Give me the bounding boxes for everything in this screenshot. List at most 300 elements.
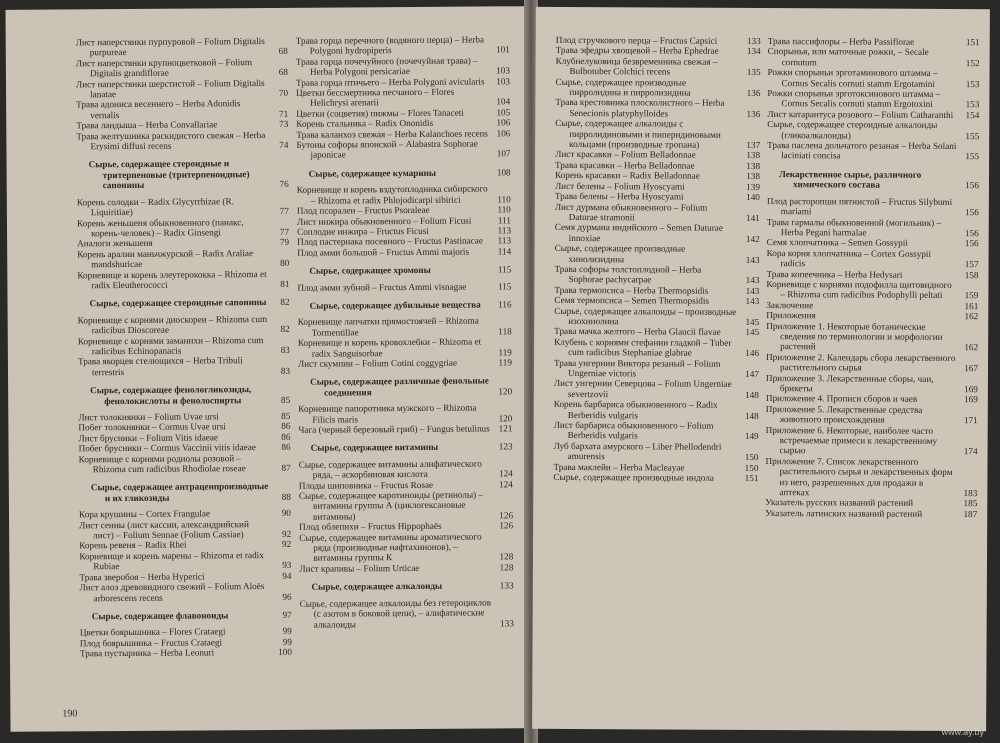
- toc-entry: [765, 508, 977, 520]
- toc-entry: [296, 86, 510, 108]
- entry-page-number: 126: [499, 510, 514, 521]
- entry-title: Трава каланхоэ свежая – Herba Kalanchoes recens: [296, 128, 488, 140]
- entry-page-number: 136: [746, 87, 761, 99]
- entry-page-number: 97: [282, 609, 292, 620]
- entry-page-number: 138: [746, 160, 761, 171]
- toc-entry: [555, 243, 760, 265]
- entry-title: Соплодие инжира – Fructus Ficusi: [297, 225, 429, 237]
- entry-page-number: 171: [963, 415, 978, 426]
- entry-page-number: 153: [965, 78, 980, 89]
- entry-title: Лекарственное сырье, различного химического состава: [778, 168, 922, 190]
- entry-title: Сырье, содержащее кумарины: [308, 167, 437, 179]
- entry-title: Сырье, содержащее алкалоиды с пирролидиновыми и пиперидиновыми кольцами (производные тропана): [555, 118, 721, 150]
- entry-title: Трава копеечника – Herba Hedysari: [766, 268, 903, 280]
- entry-page-number: 110: [497, 193, 511, 205]
- entry-title: Семя дурмана индийского – Semen Daturae innoxiae: [554, 222, 723, 243]
- entry-title: Побег брусники – Cormus Vaccinii vitis idaeae: [78, 442, 256, 454]
- entry-title: Семя термопсиса – Semen Thermopsidis: [554, 295, 710, 306]
- entry-page-number: 111: [497, 214, 511, 225]
- entry-page-number: 92: [281, 528, 292, 539]
- entry-title: Плод псоралеи – Fructus Psoraleae: [296, 204, 430, 216]
- entry-page-number: 148: [744, 410, 759, 421]
- entry-title: Клубнелуковица безвременника свежая – Bulbotuber Colchici recens: [555, 55, 718, 77]
- entry-title: Указатель латинских названий растений: [765, 507, 923, 519]
- entry-title: Корневище и корень марены – Rhizoma et radix Rubiae: [79, 549, 264, 572]
- entry-title: Корень солодки – Radix Glycyrrhizae (R. Liquiritiae): [76, 195, 234, 218]
- entry-title: Заключение: [766, 299, 814, 311]
- section-heading: [299, 442, 513, 454]
- entry-title: Сырье, содержащее флавоноиды: [91, 610, 229, 622]
- entry-title: Корневище и корень кровохлебки – Rhizoma et radix Sanguisorbae: [297, 336, 482, 359]
- entry-title: Корневище с корнями подофилла щитовидного – Rhizoma cum radicibus Podophylli peltati: [766, 278, 952, 301]
- toc-entry: [555, 118, 760, 150]
- entry-page-number: 185: [963, 498, 978, 509]
- left-column-1: [76, 36, 292, 659]
- entry-title: Рожки спорыньи эрготоксинового штамма – Cornus Secalis cornuti stamm Ergotoxini: [767, 88, 941, 110]
- entry-page-number: 123: [498, 441, 513, 452]
- entry-page-number: 99: [282, 626, 292, 637]
- entry-title: Корневище лапчатки прямостоячей – Rhizoma Tormentillae: [297, 315, 479, 338]
- entry-page-number: 73: [279, 119, 289, 130]
- entry-title: Корень барбариса обыкновенного – Radix Berberidis vulgaris: [553, 399, 718, 420]
- entry-title: Указатель русских названий растений: [765, 497, 914, 509]
- toc-entry: [79, 518, 291, 540]
- entry-page-number: 86: [281, 431, 291, 442]
- entry-title: Трава гармалы обыкновенной (могильник) – Herba Pegani harmalae: [766, 216, 942, 238]
- entry-title: Сырье, содержащее стероидные алкалоиды (гликоалкалоиды): [767, 119, 938, 141]
- entry-title: Плод облепихи – Fructus Hippophaës: [299, 521, 442, 533]
- entry-title: Лист инжира обыкновенного – Folium Ficusi: [296, 215, 472, 227]
- section-heading: [78, 384, 290, 406]
- entry-title: Трава унгернии Виктора резаный – Folium Ungerniae victoris: [554, 357, 721, 379]
- entry-title: Клубень с корнями стефании гладкой – Tuber cum radicibus Stephaniae glabrae: [554, 336, 732, 358]
- toc-entry: [766, 321, 978, 353]
- entry-page-number: 157: [964, 259, 979, 270]
- entry-title: Сырье, содержащее производные хинолизидина: [554, 243, 686, 264]
- right-column-2: [765, 36, 980, 519]
- entry-page-number: 77: [279, 226, 290, 237]
- entry-title: Сырье, содержащее различные фенольные соединения: [310, 375, 489, 398]
- entry-page-number: 169: [964, 394, 978, 405]
- toc-entry: [555, 201, 760, 223]
- entry-page-number: 143: [745, 275, 760, 286]
- entry-page-number: 147: [745, 368, 759, 379]
- entry-title: Трава якорцев стелющихся – Herba Tribuli terrestris: [77, 355, 243, 378]
- right-column-1: [553, 35, 760, 484]
- toc-entry: [79, 581, 291, 603]
- toc-entry: [555, 222, 760, 244]
- entry-title: Чага (черный березовый гриб) – Fungus betulinus: [298, 423, 490, 435]
- entry-page-number: 151: [744, 472, 759, 484]
- section-heading: [298, 299, 512, 311]
- entry-title: Трава горца почечуйного (почечуйная трава) – Herba Polygoni persicariae: [295, 55, 478, 77]
- entry-title: Корневище с корнями родиолы розовой – Rhizoma cum radicibus Rhodiolae roseae: [78, 452, 246, 475]
- entry-page-number: 120: [498, 386, 513, 397]
- entry-title: Побег толокнянки – Cormus Uvae ursi: [78, 421, 226, 433]
- entry-page-number: 90: [281, 508, 292, 519]
- page-number: 190: [62, 708, 78, 720]
- entry-title: Трава зверобоя – Herba Hyperici: [79, 571, 205, 583]
- entry-page-number: 110: [497, 204, 511, 215]
- entry-title: Лист дурмана обыкновенного – Folium Daturae stramonii: [554, 201, 708, 223]
- toc-entry: [765, 456, 977, 499]
- entry-page-number: 99: [282, 636, 292, 647]
- entry-title: Сырье, содержащее алкалоиды: [311, 581, 443, 592]
- toc-entry: [554, 399, 759, 421]
- entry-title: Цветки бессмертника песчаного – Flores Helichrysi arenarii: [296, 86, 455, 109]
- entry-page-number: 154: [965, 109, 980, 120]
- entry-page-number: 158: [964, 269, 979, 280]
- entry-page-number: 80: [280, 257, 290, 269]
- entry-title: Сырье, содержащее хромоны: [309, 264, 431, 276]
- toc-entry: [554, 337, 759, 359]
- entry-title: Плоды шиповника – Fructus Rosae: [298, 479, 434, 491]
- toc-entry: [554, 305, 759, 327]
- entry-page-number: 183: [963, 488, 978, 499]
- entry-page-number: 74: [279, 139, 289, 150]
- entry-title: Сырье, содержащее производные пирролидина и пирролизидина: [555, 76, 691, 98]
- entry-title: Трава желтушника раскидистого свежая – Herba Erysimi diffusi recens: [76, 129, 266, 152]
- entry-title: Цветки боярышника – Flores Crataegi: [79, 626, 226, 638]
- entry-title: Лист красавки – Folium Belladonnae: [555, 149, 696, 161]
- entry-page-number: 146: [745, 348, 760, 359]
- entry-title: Корень женьшеня обыкновенного (панакс, корень-человек) – Radix Ginsengi: [76, 216, 244, 239]
- entry-title: Сырье, содержащее каротиноиды (ретинолы) – витамины группы А (циклогексановые витамины): [298, 489, 484, 522]
- entry-title: Сырье, содержащее витамины: [310, 442, 439, 454]
- entry-page-number: 86: [281, 442, 291, 453]
- entry-page-number: 71: [278, 108, 289, 119]
- entry-page-number: 148: [745, 389, 759, 400]
- entry-title: Кора корня хлопчатника – Cortex Gossypii radicis: [766, 247, 932, 269]
- entry-title: Трава пустырника – Herba Leonuri: [79, 647, 215, 659]
- toc-entry: [553, 472, 758, 483]
- toc-entry: [80, 647, 292, 659]
- entry-page-number: 68: [278, 67, 288, 78]
- entry-page-number: 139: [746, 181, 760, 192]
- entry-title: Спорынья, или маточные рожки, – Secale cornutum: [767, 46, 929, 68]
- entry-page-number: 150: [744, 462, 759, 473]
- entry-title: Плод расторопши пятнистой – Fructus Silybumi mariami: [766, 195, 953, 217]
- toc-entry: [298, 357, 512, 369]
- entry-title: Плод амми зубной – Fructus Ammi visnagae: [297, 281, 467, 293]
- left-page: [5, 6, 530, 732]
- entry-page-number: 167: [964, 363, 979, 374]
- toc-entry: [76, 36, 288, 58]
- entry-page-number: 138: [746, 150, 761, 161]
- entry-title: Аналоги женьшеня: [77, 238, 153, 249]
- entry-page-number: 155: [965, 130, 980, 141]
- entry-title: Корневище и корень вздутоплодника сибирского – Rhizoma et radix Phlojodicarpi sibirici: [296, 183, 488, 206]
- entry-title: Рожки спорыньи эрготаминового штамма – Cornus Secalis cornuti stamm Ergotamini: [767, 67, 938, 89]
- toc-entry: [297, 246, 511, 258]
- entry-title: Трава белены – Herba Hyoscyami: [554, 191, 684, 202]
- entry-title: Приложение 5. Лекарственные средства животного происхождения: [765, 403, 923, 425]
- entry-page-number: 85: [281, 410, 291, 421]
- left-column-2: [296, 34, 514, 629]
- entry-title: Приложение 4. Прописи сборов и чаев: [765, 393, 918, 405]
- toc-entry: [79, 452, 291, 474]
- entry-title: Корневище папоротника мужского – Rhizoma Filicis maris: [298, 402, 477, 425]
- toc-entry: [555, 77, 760, 99]
- entry-title: Лист брусники – Folium Vitis idaeae: [78, 432, 219, 444]
- entry-title: Плод амми большой – Fructus Ammi majoris: [297, 246, 470, 258]
- entry-page-number: 103: [496, 75, 511, 87]
- entry-page-number: 106: [496, 117, 511, 128]
- entry-page-number: 115: [497, 280, 512, 291]
- entry-title: Сырье, содержащее алкалоиды без гетероциклов (с азотом в боковой цепи), – алифатические алкалоиды: [299, 597, 492, 630]
- entry-page-number: 124: [498, 468, 513, 479]
- entry-title: Лист сенны (лист кассии, александрийский лист) – Folium Sennae (Folium Cassiae): [79, 518, 249, 541]
- entry-title: Корневище и корень элеутерококка – Rhizoma et radix Eleutherococci: [77, 268, 267, 291]
- toc-entry: [299, 531, 513, 564]
- entry-page-number: 149: [744, 431, 759, 442]
- entry-page-number: 108: [496, 167, 511, 178]
- entry-page-number: 105: [496, 107, 511, 118]
- entry-page-number: 140: [746, 192, 760, 203]
- entry-page-number: 83: [280, 344, 290, 355]
- entry-page-number: 96: [282, 591, 292, 602]
- toc-entry: [766, 352, 978, 374]
- entry-title: Лист наперстянки крупноцветковой – Folium Digitalis grandiflorae: [75, 56, 253, 79]
- entry-page-number: 174: [963, 446, 978, 457]
- toc-entry: [767, 88, 979, 110]
- entry-title: Плод стручкового перца – Fructus Capsici: [555, 34, 718, 46]
- entry-page-number: 76: [279, 179, 289, 190]
- entry-title: Трава эфедры хвощевой – Herba Ephedrae: [555, 45, 719, 57]
- toc-entry: [766, 404, 978, 426]
- entry-title: Приложение 3. Лекарственные сборы, чаи, брикеты: [765, 372, 934, 394]
- toc-entry: [554, 264, 759, 286]
- entry-page-number: 134: [746, 46, 761, 57]
- entry-page-number: 133: [746, 35, 761, 46]
- toc-entry: [767, 140, 979, 162]
- entry-title: Приложение 1. Некоторые ботанические сведения по терминологии и морфологии растений: [766, 320, 943, 352]
- entry-page-number: 162: [964, 311, 979, 322]
- entry-page-number: 133: [499, 617, 514, 628]
- entry-page-number: 169: [964, 384, 978, 395]
- entry-title: Лист скумпии – Folium Cotini coggygriae: [297, 357, 458, 369]
- entry-page-number: 93: [282, 560, 292, 571]
- right-page: [532, 7, 990, 731]
- entry-title: Кора крушины – Cortex Frangulae: [78, 508, 211, 520]
- entry-page-number: 143: [745, 254, 760, 265]
- entry-title: Семя хлопчатника – Semen Gossypii: [766, 237, 908, 249]
- entry-page-number: 77: [279, 205, 289, 217]
- entry-page-number: 85: [280, 394, 291, 405]
- entry-page-number: 82: [280, 324, 290, 335]
- entry-title: Лист толокнянки – Folium Uvae ursi: [78, 411, 219, 423]
- toc-entry: [298, 402, 512, 424]
- entry-page-number: 113: [497, 225, 512, 236]
- entry-title: Трава горца перечного (водяного перца) – Herba Polygoni hydropiperis: [295, 34, 485, 57]
- toc-entry: [77, 248, 289, 270]
- toc-entry: [296, 55, 510, 77]
- entry-title: Лист наперстянки шерстистой – Folium Digitalis lanatae: [75, 77, 265, 100]
- entry-page-number: 152: [965, 57, 980, 68]
- entry-title: Трава крестовника плосколистного – Herba Senecionis platyphylloides: [555, 97, 725, 119]
- entry-title: Сырье, содержащее дубильные вещества: [309, 299, 481, 311]
- entry-page-number: 159: [964, 290, 979, 301]
- toc-entry: [767, 119, 979, 141]
- entry-title: Трава красавки – Herba Belladonnae: [555, 159, 695, 171]
- entry-page-number: 113: [497, 235, 512, 246]
- entry-page-number: 141: [745, 212, 760, 223]
- entry-page-number: 79: [279, 237, 290, 248]
- entry-title: Корень ревеня – Radix Rhei: [79, 540, 187, 551]
- toc-entry: [766, 373, 978, 395]
- entry-page-number: 70: [278, 87, 289, 98]
- entry-title: Трава адониса весеннего – Herba Adonidis vernalis: [76, 98, 241, 121]
- entry-title: Лист катарантуса розового – Folium Catharanthi: [767, 108, 954, 120]
- entry-page-number: 81: [280, 278, 290, 289]
- entry-title: Трава софоры толстоплодной – Herba Sophorae pachycarpae: [554, 263, 702, 285]
- toc-entry: [79, 550, 291, 572]
- entry-title: Сырье, содержащее витамины алифатического ряда, – аскорбиновая кислота: [298, 458, 482, 480]
- entry-title: Лист алоэ древовидного свежий – Folium Aloës arborescens recens: [79, 581, 265, 603]
- toc-entry: [298, 336, 512, 358]
- entry-page-number: 143: [745, 285, 760, 296]
- entry-title: Цветки (соцветия) пижмы – Flores Tanaceti: [296, 107, 464, 119]
- entry-page-number: 126: [499, 520, 514, 531]
- entry-page-number: 142: [745, 233, 760, 244]
- entry-title: Бутоны софоры японской – Alabastra Sophorae japonicae: [296, 138, 478, 161]
- watermark: www.ay.by: [941, 727, 984, 737]
- toc-entry: [299, 458, 513, 480]
- entry-page-number: 138: [746, 171, 761, 182]
- entry-title: Сырье, содержащее витамины ароматического ряда (производные нафтахинонов), – витамины группы К: [299, 531, 482, 564]
- entry-title: Трава пассифлоры – Herba Passiflorae: [767, 36, 915, 47]
- entry-page-number: 156: [965, 180, 979, 191]
- entry-title: Трава паслена дольчатого резаная – Herba Solani laciniati concisa: [767, 140, 957, 161]
- entry-page-number: 143: [745, 296, 760, 307]
- section-heading: [77, 158, 289, 191]
- entry-page-number: 121: [498, 423, 513, 434]
- entry-page-number: 119: [498, 346, 512, 357]
- entry-title: Лист барбариса обыкновенного – Folium Berberidis vulgaris: [553, 419, 714, 441]
- section-heading: [78, 297, 290, 309]
- toc-entry: [300, 597, 514, 630]
- entry-title: Луб бархата амурского – Liber Phellodendri amurensis: [553, 440, 722, 462]
- toc-entry: [766, 279, 978, 301]
- entry-page-number: 106: [496, 127, 511, 139]
- toc-entry: [76, 57, 288, 79]
- entry-page-number: 92: [282, 539, 292, 550]
- entry-page-number: 114: [497, 246, 512, 257]
- entry-title: Сырье, содержащее алкалоиды – производные изохинолина: [554, 305, 737, 327]
- entry-page-number: 118: [498, 326, 512, 337]
- toc-entry: [767, 248, 979, 270]
- section-heading: [79, 481, 291, 503]
- entry-page-number: 119: [498, 357, 512, 368]
- toc-entry: [554, 441, 759, 463]
- toc-entry: [298, 423, 512, 435]
- entry-page-number: 101: [495, 44, 510, 55]
- toc-entry: [296, 138, 510, 160]
- entry-title: Корневище с корнями заманихи – Rhizoma cum radicibus Echinopanacis: [77, 334, 264, 357]
- section-heading: [299, 581, 513, 593]
- entry-title: Лист белены – Folium Hyoscyami: [554, 180, 685, 192]
- entry-title: Приложение 7. Список лекарственного растительного сырья и лекарственных форм из него, разрешенных для продажи в аптеках: [765, 455, 953, 498]
- toc-entry: [298, 316, 512, 338]
- section-heading: [298, 376, 512, 398]
- entry-title: Корневище с корнями диоскореи – Rhizoma cum radicibus Dioscoreae: [77, 313, 268, 336]
- entry-title: Плод пастернака посевного – Fructus Pastinacae: [297, 235, 483, 248]
- entry-page-number: 104: [496, 96, 511, 107]
- toc-entry: [77, 216, 289, 238]
- toc-entry: [554, 420, 759, 442]
- toc-entry: [78, 314, 290, 336]
- toc-entry: [77, 196, 289, 218]
- toc-entry: [297, 281, 511, 293]
- entry-title: Трава горца птичьего – Herba Polygoni avicularis: [295, 76, 485, 88]
- toc-entry: [766, 425, 978, 457]
- section-heading: [297, 264, 511, 276]
- entry-page-number: 107: [496, 148, 511, 159]
- entry-page-number: 155: [965, 151, 980, 162]
- entry-title: Лист унгернии Северцова – Folium Ungerniae severtzovii: [553, 378, 732, 400]
- entry-title: Корень аралии маньчжурской – Radix Araliae mandshuricae: [77, 247, 254, 270]
- entry-title: Корень красавки – Radix Belladonnae: [554, 170, 700, 181]
- section-heading: [80, 610, 292, 622]
- section-heading: [767, 169, 979, 191]
- entry-title: Трава ландыша – Herba Convallariae: [76, 119, 218, 131]
- toc-entry: [78, 355, 290, 377]
- toc-entry: [77, 268, 289, 290]
- entry-page-number: 153: [965, 99, 980, 110]
- entry-page-number: 128: [499, 562, 514, 573]
- entry-page-number: 161: [964, 300, 979, 311]
- toc-entry: [76, 130, 288, 152]
- entry-title: Корень стальника – Radix Ononidis: [296, 118, 434, 130]
- toc-entry: [297, 184, 511, 206]
- toc-entry: [554, 378, 759, 400]
- toc-entry: [767, 196, 979, 218]
- toc-entry: [76, 77, 288, 99]
- entry-page-number: 156: [964, 238, 979, 249]
- entry-title: Трава мачка желтого – Herba Glaucii flavae: [554, 326, 721, 338]
- toc-entry: [767, 217, 979, 239]
- entry-title: Сырье, содержащее фенологликозиды, фенолокислоты и фенолоспирты: [90, 384, 252, 406]
- entry-page-number: 86: [281, 421, 291, 432]
- entry-page-number: 156: [964, 227, 979, 239]
- entry-page-number: 151: [965, 37, 980, 48]
- entry-page-number: 82: [280, 297, 290, 308]
- entry-page-number: 145: [745, 327, 760, 338]
- entry-page-number: 187: [963, 508, 978, 520]
- entry-title: Плод боярышника – Fructus Crataegi: [79, 637, 223, 649]
- toc-entry: [768, 46, 980, 68]
- toc-entry: [767, 67, 979, 89]
- entry-page-number: 136: [746, 108, 761, 119]
- toc-entry: [78, 334, 290, 356]
- entry-page-number: 88: [281, 491, 291, 502]
- entry-page-number: 162: [964, 342, 979, 353]
- entry-page-number: 120: [498, 412, 513, 423]
- entry-page-number: 150: [744, 452, 759, 463]
- entry-page-number: 103: [496, 65, 510, 76]
- entry-title: Сырье, содержащее стероидные сапонины: [89, 297, 267, 309]
- entry-title: Приложение 6. Некоторые, наиболее часто встречаемые примеси к лекарственному сырью: [765, 424, 938, 456]
- entry-title: Лист крапивы – Folium Urticae: [299, 562, 420, 574]
- entry-title: Трава термопсиса – Herba Thermopsidis: [554, 284, 709, 296]
- entry-page-number: 100: [278, 646, 293, 658]
- toc-entry: [299, 562, 513, 574]
- toc-entry: [76, 98, 288, 120]
- toc-entry: [299, 489, 513, 522]
- entry-page-number: 115: [497, 264, 512, 275]
- entry-page-number: 94: [282, 570, 292, 581]
- toc-entry: [555, 97, 760, 119]
